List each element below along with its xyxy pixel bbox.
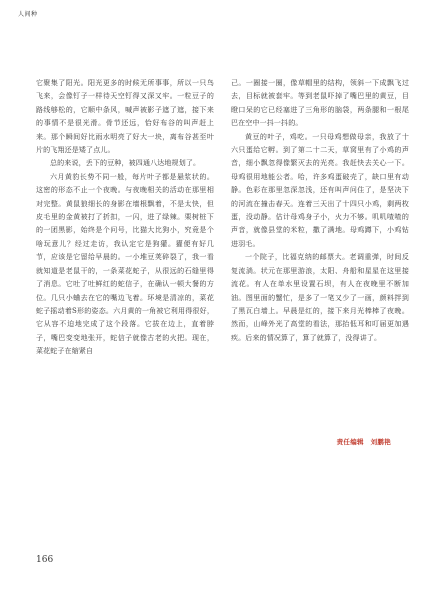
page-number: 166	[36, 555, 54, 565]
article-column-left	[36, 77, 214, 359]
article-column-right	[231, 77, 409, 345]
running-title: 人间种	[18, 11, 38, 18]
paragraph: 一个院子，比福克纳的邮票大。老调重弹，时间反复流淌。状元在那里游浪，太阳、舟船和星星在这里接流花。有人在单水里设置石坝，有人在夜晚里不断加油。图里面的蟹忙，是多了一笔又少了一画，颜料拌到了黑瓦白墙上。早晨是红的，接下来月光棒棒了夜晚。然而，山峰外光了高堂的看法，那抬低耳和叮届更加遇疾。后来的情况算了，算了就算了，没得讲了。	[231, 253, 409, 342]
paragraph: 六月黄豹长势不同一般，每片叶子都是悬浆状的。这密的形态不止一个夜晚。与夜晚相关的活动在那里相对完整。黄鼠狼细长的身影在墙根飘着，不是太快，但皮毛里的金黄被打了折扣，一闪，进了绿辣。栗树桩下的一团黑影，始终是个问号，比猫大比狗小，究竟是个啥玩意儿？经过走访，我认定它是狗獾。獾便有好几节，应该是它留给早晨的。一小堆豆荚碎裂了，我一看就知道是老鼠干的，一条菜花蛇子，从很远的石缝里得了消息。它吐了吐鲜红的蛇信子，在确认一顿大餐的方位。几只小蛐去在它的嘴边飞着。环境是清凉的，菜花蛇子摇动着S形的姿态。六月黄的一角被它利用得很好，它从容不迫地完成了这个段落。它拔在边上，直着脖子，嘴巴变变地张开，蛇信子就像古老的火把。现在，菜花蛇子在缩紧自	[36, 172, 214, 356]
paragraph: 它聚集了阳光。阳光更多的时候无所事事，所以一只鸟飞来，会像钉子一样待天空钉得又深又牢。一粒豆子的路线够松的，它顺中条风，喊声被影子遮了遮，接下来的事情不是很光滑。骨节还远，恰好布谷的叫声赶上来。那个瞬间好比雨水明亮了好大一块，离布谷甚至叶片的飞翔还是矮了点儿。	[36, 79, 214, 155]
editor-credit: 责任编辑 刘鹏艳	[336, 438, 391, 446]
paragraph: 总的来说，丢下的豆种，被四通八达地规划了。	[50, 159, 201, 168]
paragraph: 黄豆的叶子，鸡吃。一只母鸡想做母亲，我放了十六只蛋给它孵。到了第二十二天，草窝里有了小鸡的声音，细小飘忽得像繁灭去的光亮。我赶快去关心一下。母鸡很用地能公者。哈，许多鸡蛋破壳了，缺口里有动静。色彩在那里忽深忽浅，还有叫声问住了，是坚决下的河流在撞击春天。连着三天出了十四只小鸡，剩两枚蛋，没动静。估计母鸡身子小，火力不够。叽叽喳喳的声音，就像县堂的米粒，撒了满地。母鸡蹲下，小鸡钻进羽毛。	[231, 132, 409, 248]
paragraph: 己。一圈接一圈，像草帽里的结构，领斜一下成飘飞过去，目标就被套牢。等到老鼠吓掉了嘴巴里的黄豆，目瞪口呆的它已经塞进了三角形的脑袋，两条腿和一根尾巴在空中一抖一抖的。	[231, 79, 409, 128]
